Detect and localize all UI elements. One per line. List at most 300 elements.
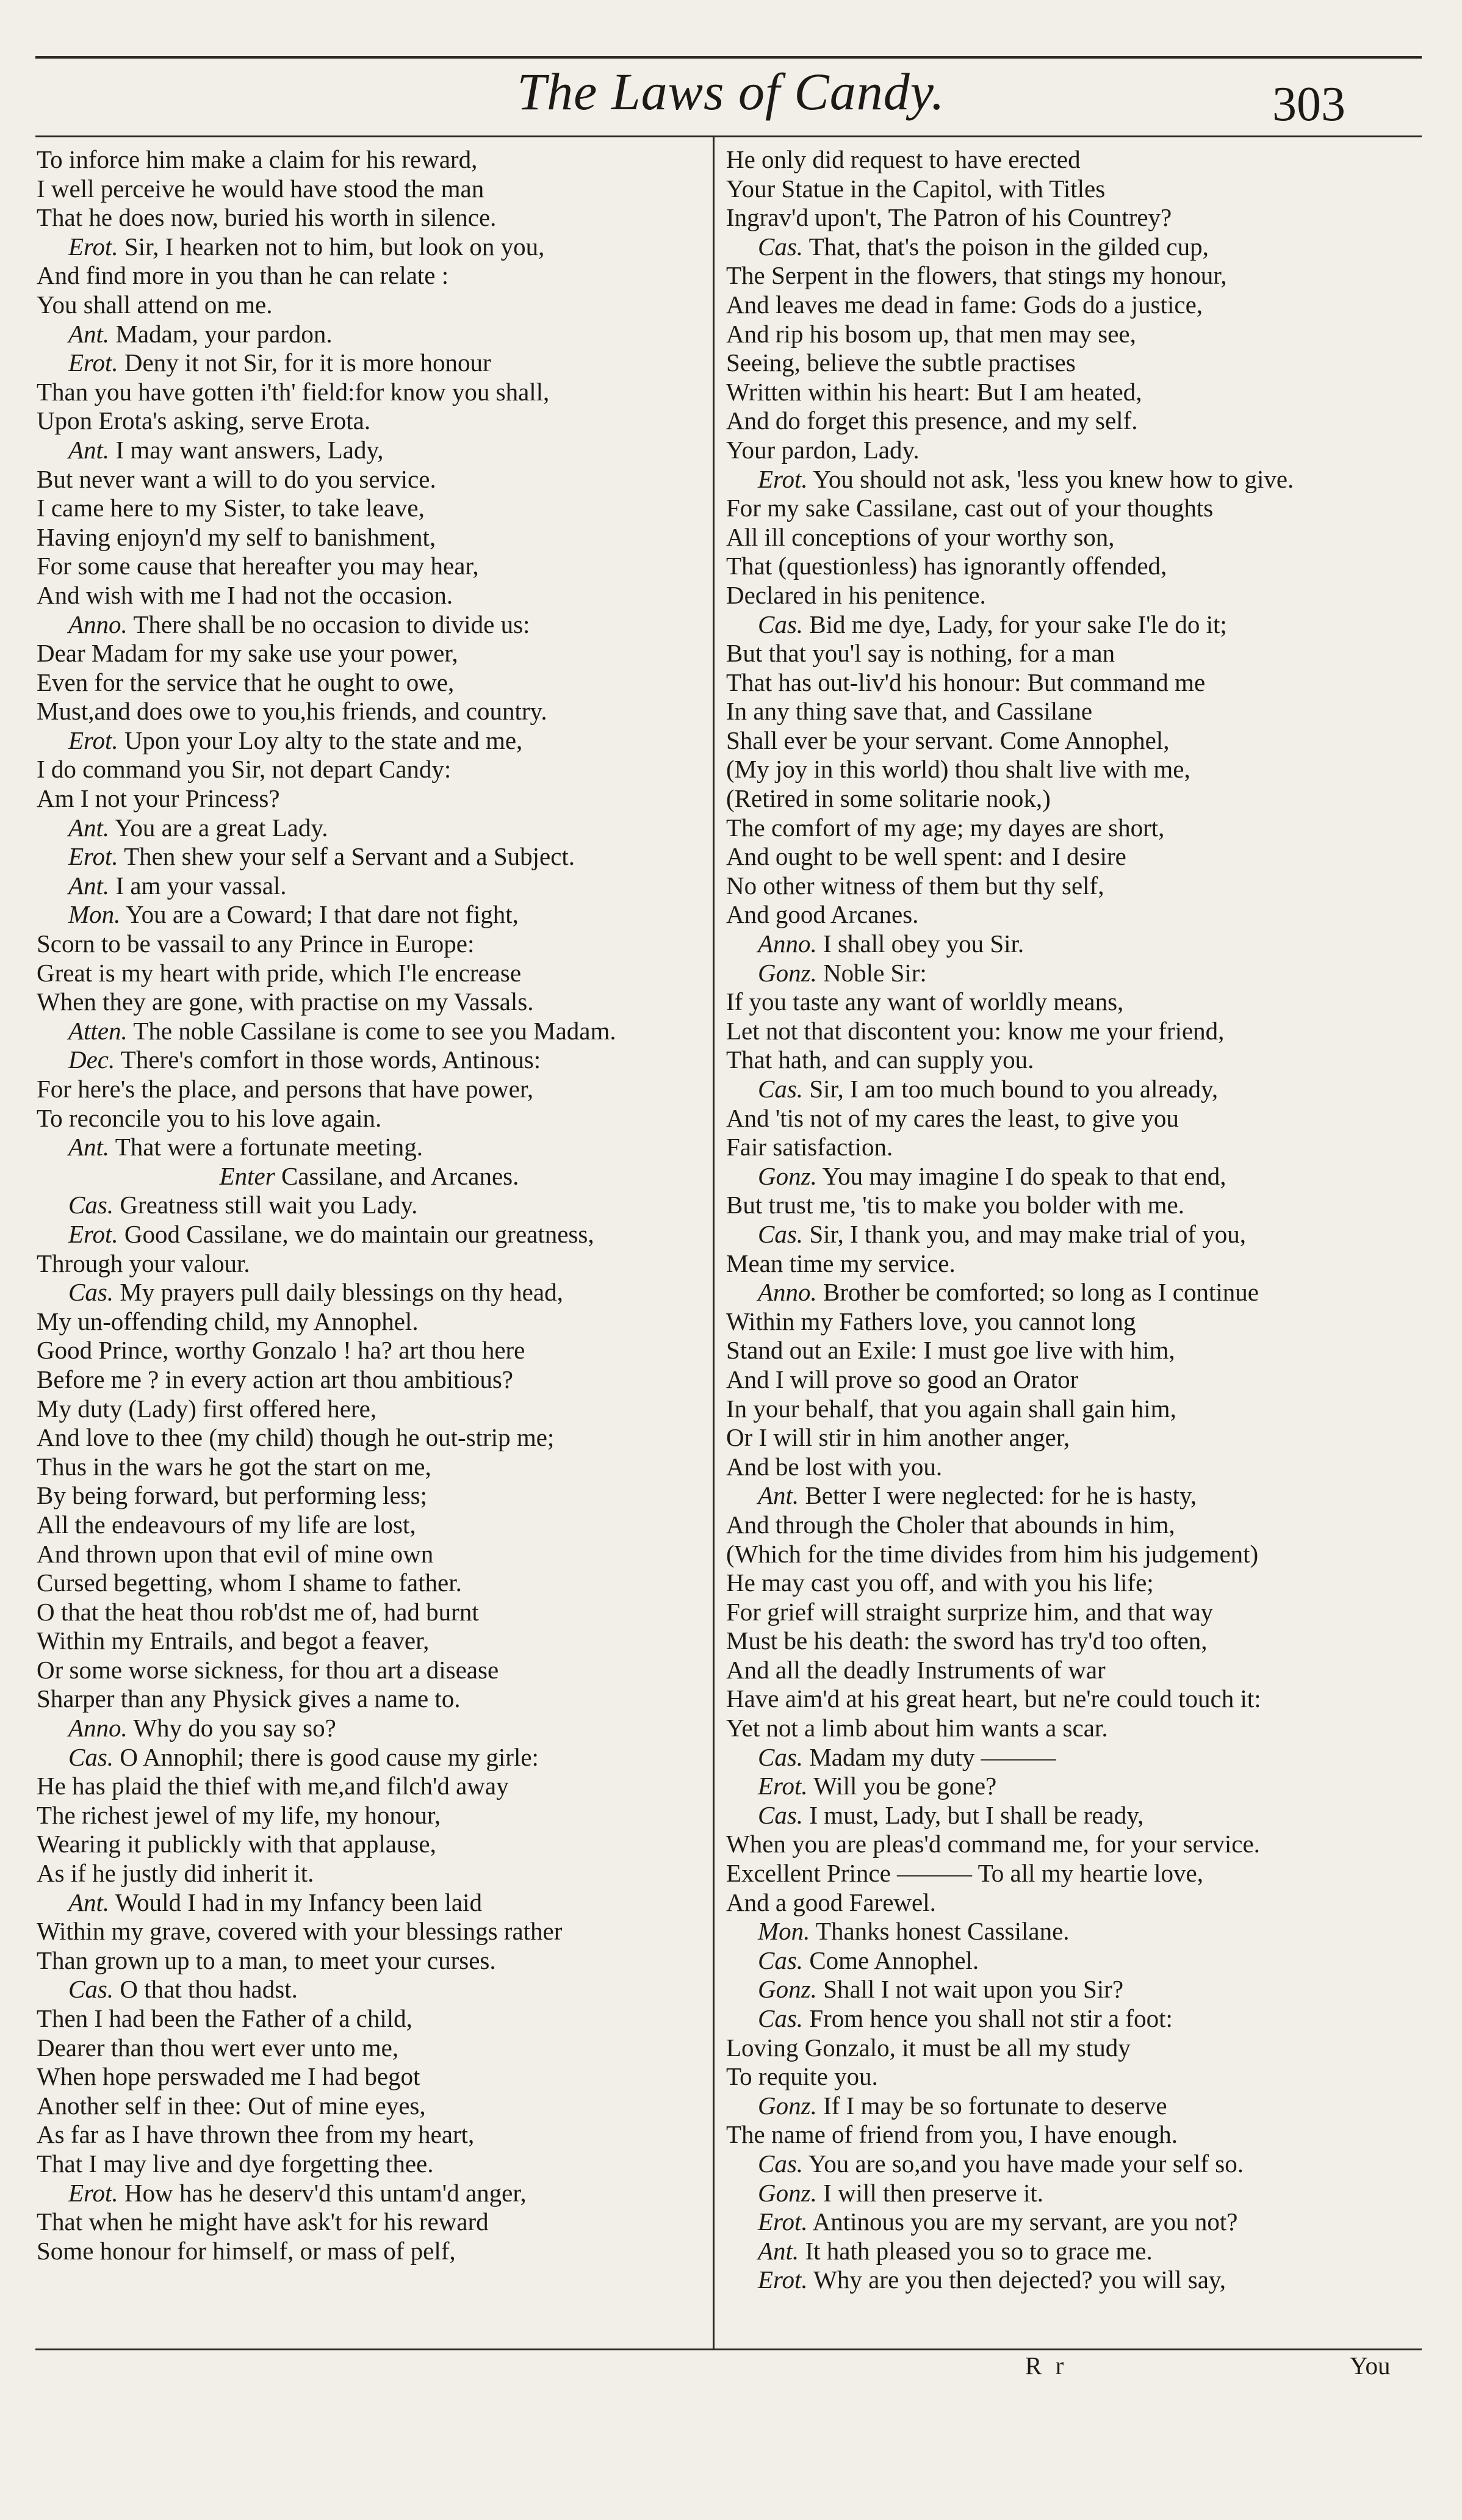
- line-text: Or some worse sickness, for thou art a disease: [37, 1655, 499, 1684]
- speaker-name: Cas.: [758, 1800, 804, 1829]
- speaker-name: Cas.: [758, 1946, 804, 1974]
- line-text: You shall attend on me.: [37, 290, 273, 319]
- line-text: I am your vassal.: [115, 871, 287, 900]
- line-text: Thanks honest Cassilane.: [815, 1917, 1070, 1946]
- speaker-name: Erot.: [68, 232, 118, 261]
- verse-line: [37, 1888, 702, 1918]
- line-text: Through your valour.: [37, 1249, 250, 1277]
- verse-line: [726, 320, 1406, 349]
- line-text: I do command you Sir, not depart Candy:: [37, 755, 452, 784]
- line-text: For some cause that hereafter you may hear,: [37, 552, 479, 580]
- verse-line: [726, 1656, 1406, 1685]
- line-text: I may want answers, Lady,: [115, 435, 384, 464]
- verse-line: [37, 2004, 702, 2034]
- line-text: And find more in you than he can relate :: [37, 261, 449, 290]
- verse-line: [37, 959, 702, 988]
- line-text: If I may be so fortunate to deserve: [823, 2091, 1167, 2120]
- speaker-name: Ant.: [758, 1481, 799, 1510]
- speaker-name: Erot.: [758, 2265, 808, 2294]
- verse-line: [726, 233, 1406, 262]
- line-text: Some honour for himself, or mass of pelf,: [37, 2236, 456, 2265]
- line-text: That he does now, buried his worth in silence.: [37, 203, 497, 232]
- verse-line: [726, 639, 1406, 668]
- speaker-name: Anno.: [758, 930, 817, 958]
- verse-line: [726, 2062, 1406, 2092]
- line-text: When hope perswaded me I had begot: [37, 2062, 420, 2091]
- verse-line: [726, 2092, 1406, 2121]
- line-text: Sharper than any Physick gives a name to.: [37, 1684, 461, 1713]
- verse-line: [726, 1946, 1406, 1976]
- verse-line: [37, 348, 702, 378]
- line-text: O Annophil; there is good cause my girle:: [120, 1742, 539, 1771]
- line-text: Within my Fathers love, you cannot long: [726, 1307, 1136, 1335]
- verse-line: [726, 1626, 1406, 1656]
- verse-line: [726, 291, 1406, 320]
- line-text: That hath, and can supply you.: [726, 1045, 1034, 1074]
- speaker-name: Gonz.: [758, 1161, 817, 1190]
- line-text: Yet not a limb about him wants a scar.: [726, 1714, 1108, 1742]
- line-text: And thrown upon that evil of mine own: [37, 1539, 434, 1568]
- line-text: That were a fortunate meeting.: [115, 1133, 423, 1161]
- stage-enter: Enter: [219, 1161, 275, 1190]
- verse-line: [726, 987, 1406, 1017]
- line-text: You are a great Lady.: [114, 813, 328, 842]
- line-text: The richest jewel of my life, my honour,: [37, 1800, 441, 1829]
- verse-line: [37, 1104, 702, 1133]
- verse-line: [37, 1075, 702, 1104]
- speaker-name: Erot.: [68, 348, 118, 377]
- line-text: Madam, your pardon.: [115, 319, 333, 348]
- verse-line: [726, 581, 1406, 610]
- verse-line: [726, 1307, 1406, 1337]
- line-text: To inforce him make a claim for his reward,: [37, 145, 478, 173]
- verse-line: [726, 1714, 1406, 1743]
- column-divider: [713, 137, 715, 2350]
- speaker-name: Erot.: [758, 1772, 808, 1800]
- line-text: Come Annophel.: [809, 1946, 979, 1974]
- line-text: That (questionless) has ignorantly offended,: [726, 552, 1167, 580]
- verse-line: [726, 697, 1406, 726]
- verse-line: [726, 1104, 1406, 1133]
- speaker-name: Cas.: [68, 1278, 114, 1307]
- verse-line: [726, 726, 1406, 756]
- line-text: Than grown up to a man, to meet your curses.: [37, 1946, 496, 1974]
- line-text: Excellent Prince ——— To all my heartie love,: [726, 1859, 1203, 1888]
- right-column: [726, 145, 1406, 2295]
- line-text: Loving Gonzalo, it must be all my study: [726, 2033, 1131, 2062]
- verse-line: [726, 1278, 1406, 1307]
- verse-line: [726, 465, 1406, 494]
- line-text: That has out-liv'd his honour: But command me: [726, 668, 1206, 696]
- line-text: If you taste any want of worldly means,: [726, 987, 1124, 1016]
- line-text: And I will prove so good an Orator: [726, 1365, 1079, 1393]
- line-text: Sir, I thank you, and may make trial of you,: [809, 1219, 1247, 1248]
- verse-line: [37, 1975, 702, 2004]
- line-text: Your pardon, Lady.: [726, 435, 920, 464]
- speaker-name: Erot.: [758, 464, 808, 493]
- verse-line: [726, 814, 1406, 843]
- verse-line: [37, 1569, 702, 1598]
- verse-line: [37, 1133, 702, 1162]
- line-text: Stand out an Exile: I must goe live with him,: [726, 1336, 1175, 1365]
- line-text: Even for the service that he ought to owe,: [37, 668, 455, 696]
- verse-line: [37, 261, 702, 291]
- line-text: Good Prince, worthy Gonzalo ! ha? art thou here: [37, 1336, 525, 1365]
- speaker-name: Ant.: [68, 1888, 110, 1916]
- line-text: For here's the place, and persons that have power,: [37, 1075, 534, 1103]
- speaker-name: Mon.: [758, 1917, 810, 1946]
- line-text: But never want a will to do you service.: [37, 464, 436, 493]
- verse-line: [726, 378, 1406, 407]
- line-text: From hence you shall not stir a foot:: [809, 2004, 1173, 2032]
- line-text: Then I had been the Father of a child,: [37, 2004, 412, 2032]
- line-text: In your behalf, that you again shall gain him,: [726, 1394, 1176, 1423]
- verse-line: [37, 1714, 702, 1743]
- verse-line: [726, 1075, 1406, 1104]
- verse-line: [37, 1801, 702, 1830]
- verse-line: [37, 1626, 702, 1656]
- verse-line: [726, 959, 1406, 988]
- line-text: I shall obey you Sir.: [823, 930, 1024, 958]
- line-text: No other witness of them but thy self,: [726, 871, 1104, 900]
- verse-line: [37, 668, 702, 698]
- verse-line: [726, 1336, 1406, 1365]
- verse-line: [726, 872, 1406, 901]
- line-text: You are a Coward; I that dare not fight,: [126, 900, 519, 929]
- verse-line: [37, 1511, 702, 1540]
- verse-line: [726, 2120, 1406, 2150]
- line-text: Bid me dye, Lady, for your sake I'le do it;: [809, 610, 1227, 638]
- verse-line: [726, 145, 1406, 175]
- line-text: Dear Madam for my sake use your power,: [37, 639, 458, 668]
- line-text: Fair satisfaction.: [726, 1133, 893, 1161]
- line-text: You may imagine I do speak to that end,: [822, 1161, 1226, 1190]
- footer-rule: [35, 2349, 1422, 2350]
- verse-line: [37, 872, 702, 901]
- line-text: The name of friend from you, I have enough.: [726, 2120, 1178, 2149]
- speaker-name: Erot.: [68, 726, 118, 754]
- line-text: O that thou hadst.: [120, 1975, 298, 2004]
- line-text: But that you'l say is nothing, for a man: [726, 639, 1115, 668]
- line-text: (Which for the time divides from him his judgement): [726, 1539, 1259, 1568]
- page-title: The Laws of Candy.: [517, 62, 945, 121]
- verse-line: [726, 494, 1406, 523]
- verse-line: [37, 930, 702, 959]
- verse-line: [726, 1888, 1406, 1918]
- line-text: And a good Farewel.: [726, 1888, 936, 1916]
- line-text: Upon your Loy alty to the state and me,: [124, 726, 523, 754]
- verse-line: [37, 552, 702, 581]
- line-text: Why are you then dejected? you will say,: [813, 2265, 1226, 2294]
- line-text: Antinous you are my servant, are you not?: [812, 2208, 1238, 2236]
- line-text: I will then preserve it.: [823, 2178, 1043, 2207]
- verse-line: [37, 436, 702, 465]
- verse-line: [37, 1684, 702, 1714]
- line-text: All ill conceptions of your worthy son,: [726, 522, 1115, 551]
- header-top-rule: [35, 56, 1422, 59]
- verse-line: [37, 1481, 702, 1511]
- verse-line: [37, 2062, 702, 2092]
- verse-line: [37, 2150, 702, 2179]
- line-text: My duty (Lady) first offered here,: [37, 1394, 377, 1423]
- speaker-name: Cas.: [758, 232, 804, 261]
- line-text: O that the heat thou rob'dst me of, had burnt: [37, 1597, 479, 1626]
- verse-line: [726, 1395, 1406, 1424]
- line-text: And wish with me I had not the occasion.: [37, 580, 453, 609]
- line-text: And rip his bosom up, that men may see,: [726, 319, 1136, 348]
- line-text: My prayers pull daily blessings on thy head,: [120, 1278, 563, 1307]
- speaker-name: Cas.: [758, 610, 804, 638]
- line-text: And through the Choler that abounds in him,: [726, 1510, 1175, 1539]
- line-text: Let not that discontent you: know me your friend,: [726, 1016, 1225, 1045]
- line-text: And be lost with you.: [726, 1452, 943, 1481]
- line-text: For grief will straight surprize him, and that way: [726, 1597, 1214, 1626]
- speaker-name: Anno.: [68, 1714, 128, 1742]
- line-text: Ingrav'd upon't, The Patron of his Countrey?: [726, 203, 1172, 232]
- line-text: Within my Entrails, and begot a feaver,: [37, 1626, 430, 1655]
- speaker-name: Cas.: [758, 1219, 804, 1248]
- verse-line: [726, 1191, 1406, 1220]
- line-text: Good Cassilane, we do maintain our greatness,: [124, 1219, 594, 1248]
- line-text: He has plaid the thief with me,and filch'd away: [37, 1772, 509, 1800]
- line-text: Brother be comforted; so long as I continue: [823, 1278, 1259, 1307]
- verse-line: [726, 406, 1406, 436]
- speaker-name: Atten.: [68, 1016, 128, 1045]
- verse-line: [37, 1249, 702, 1279]
- line-text: And leaves me dead in fame: Gods do a justice,: [726, 290, 1203, 319]
- line-text: Have aim'd at his great heart, but ne're could touch it:: [726, 1684, 1261, 1713]
- verse-line: [37, 784, 702, 814]
- verse-line: [37, 814, 702, 843]
- verse-line: [726, 261, 1406, 291]
- verse-line: [37, 378, 702, 407]
- line-text: But trust me, 'tis to make you bolder with me.: [726, 1191, 1184, 1219]
- speaker-name: Cas.: [758, 2004, 804, 2032]
- verse-line: [37, 2034, 702, 2063]
- line-text: (Retired in some solitarie nook,): [726, 784, 1051, 813]
- line-text: Within my grave, covered with your blessings rather: [37, 1917, 563, 1946]
- line-text: Seeing, believe the subtle practises: [726, 348, 1076, 377]
- speaker-name: Gonz.: [758, 2091, 817, 2120]
- speaker-name: Cas.: [68, 1742, 114, 1771]
- speaker-name: Erot.: [68, 2178, 118, 2207]
- speaker-name: Cas.: [68, 1975, 114, 2004]
- verse-line: [37, 1859, 702, 1888]
- verse-line: [726, 1365, 1406, 1395]
- verse-line: [37, 494, 702, 523]
- speaker-name: Ant.: [68, 435, 110, 464]
- line-text: Must,and does owe to you,his friends, and country.: [37, 697, 547, 726]
- verse-line: [726, 1017, 1406, 1046]
- line-text: Scorn to be vassail to any Prince in Europe:: [37, 930, 475, 958]
- line-text: Noble Sir:: [823, 958, 927, 987]
- line-text: For my sake Cassilane, cast out of your thoughts: [726, 494, 1214, 522]
- line-text: As far as I have thrown thee from my heart,: [37, 2120, 475, 2149]
- line-text: Deny it not Sir, for it is more honour: [124, 348, 491, 377]
- verse-line: [37, 523, 702, 552]
- verse-line: [37, 145, 702, 175]
- verse-line: [37, 1598, 702, 1627]
- line-text: Dearer than thou wert ever unto me,: [37, 2033, 399, 2062]
- speaker-name: Ant.: [758, 2236, 799, 2265]
- verse-line: [726, 1423, 1406, 1453]
- line-text: You should not ask, 'less you knew how to give.: [813, 464, 1294, 493]
- speaker-name: Erot.: [68, 1219, 118, 1248]
- line-text: Mean time my service.: [726, 1249, 956, 1277]
- verse-line: [726, 2034, 1406, 2063]
- verse-line: [37, 726, 702, 756]
- page-number: 303: [1272, 78, 1345, 131]
- verse-line: [726, 1511, 1406, 1540]
- line-text: Madam my duty ———: [809, 1742, 1056, 1771]
- verse-line: [37, 1917, 702, 1946]
- speaker-name: Anno.: [758, 1278, 817, 1307]
- verse-line: [37, 1017, 702, 1046]
- line-text: Why do you say so?: [133, 1714, 336, 1742]
- line-text: Shall ever be your servant. Come Annophel,: [726, 726, 1170, 754]
- verse-line: [37, 465, 702, 494]
- verse-line: [37, 2092, 702, 2121]
- line-text: Wearing it publickly with that applause,: [37, 1830, 436, 1858]
- verse-line: [37, 1220, 702, 1249]
- speaker-name: Gonz.: [758, 2178, 817, 2207]
- verse-line: [37, 1743, 702, 1772]
- line-text: All the endeavours of my life are lost,: [37, 1510, 416, 1539]
- line-text: I came here to my Sister, to take leave,: [37, 494, 425, 522]
- line-text: As if he justly did inherit it.: [37, 1859, 314, 1888]
- line-text: How has he deserv'd this untam'd anger,: [124, 2178, 527, 2207]
- line-text: And ought to be well spent: and I desire: [726, 842, 1126, 871]
- line-text: Am I not your Princess?: [37, 784, 280, 813]
- line-text: He may cast you off, and with you his life;: [726, 1569, 1154, 1597]
- verse-line: [726, 2150, 1406, 2179]
- verse-line: [37, 755, 702, 784]
- line-text: That I may live and dye forgetting thee.: [37, 2149, 434, 2178]
- verse-line: [726, 784, 1406, 814]
- line-text: You are so,and you have made your self so.: [808, 2149, 1244, 2178]
- speaker-name: Ant.: [68, 871, 110, 900]
- verse-line: [726, 436, 1406, 465]
- verse-line: [726, 1481, 1406, 1511]
- verse-line: [726, 1133, 1406, 1162]
- verse-line: [726, 1569, 1406, 1598]
- verse-line: [37, 1453, 702, 1482]
- verse-line: [726, 552, 1406, 581]
- header-bottom-rule: [35, 135, 1422, 137]
- verse-line: [37, 1656, 702, 1685]
- verse-line: [37, 233, 702, 262]
- speaker-name: Ant.: [68, 319, 110, 348]
- line-text: My un-offending child, my Annophel.: [37, 1307, 419, 1335]
- speaker-name: Cas.: [758, 1075, 804, 1103]
- line-text: Thus in the wars he got the start on me,: [37, 1452, 431, 1481]
- verse-line: [37, 1830, 702, 1859]
- verse-line: [726, 1598, 1406, 1627]
- speaker-name: Mon.: [68, 900, 121, 929]
- line-text: Before me ? in every action art thou ambitious?: [37, 1365, 514, 1393]
- verse-line: [726, 2265, 1406, 2295]
- line-text: There's comfort in those words, Antinous:: [120, 1045, 541, 1074]
- line-text: Great is my heart with pride, which I'le encrease: [37, 958, 522, 987]
- speaker-name: Ant.: [68, 813, 110, 842]
- verse-line: [726, 755, 1406, 784]
- verse-line: [37, 1278, 702, 1307]
- speaker-name: Anno.: [68, 610, 128, 638]
- line-text: Declared in his penitence.: [726, 580, 986, 609]
- line-text: Sir, I hearken not to him, but look on you,: [124, 232, 545, 261]
- line-text: The Serpent in the flowers, that stings my honour,: [726, 261, 1227, 290]
- verse-line: [726, 842, 1406, 872]
- verse-line: [37, 610, 702, 640]
- verse-line: [726, 1859, 1406, 1888]
- verse-line: [37, 1395, 702, 1424]
- line-text: And 'tis not of my cares the least, to give you: [726, 1103, 1179, 1132]
- line-text: To reconcile you to his love again.: [37, 1103, 382, 1132]
- verse-line: [726, 1453, 1406, 1482]
- verse-line: [726, 1830, 1406, 1859]
- line-text: Will you be gone?: [813, 1772, 997, 1800]
- verse-line: [726, 1220, 1406, 1249]
- line-text: There shall be no occasion to divide us:: [133, 610, 530, 638]
- verse-line: [726, 1743, 1406, 1772]
- verse-line: [726, 175, 1406, 204]
- line-text: Another self in thee: Out of mine eyes,: [37, 2091, 426, 2120]
- verse-line: [37, 1772, 702, 1801]
- verse-line: [37, 1336, 702, 1365]
- line-text: Greatness still wait you Lady.: [120, 1191, 418, 1219]
- verse-line: [37, 842, 702, 872]
- stage-direction: [37, 1162, 702, 1191]
- line-text: Better I were neglected: for he is hasty,: [805, 1481, 1197, 1510]
- left-column: [37, 145, 702, 2265]
- speaker-name: Gonz.: [758, 1975, 817, 2004]
- verse-line: [726, 900, 1406, 930]
- line-text: And all the deadly Instruments of war: [726, 1655, 1106, 1684]
- verse-line: [726, 610, 1406, 640]
- line-text: The comfort of my age; my dayes are short,: [726, 813, 1165, 842]
- speaker-name: Gonz.: [758, 958, 817, 987]
- verse-line: [37, 1191, 702, 1220]
- line-text: By being forward, but performing less;: [37, 1481, 427, 1510]
- verse-line: [726, 523, 1406, 552]
- verse-line: [37, 581, 702, 610]
- line-text: That when he might have ask't for his reward: [37, 2208, 489, 2236]
- verse-line: [37, 2208, 702, 2237]
- verse-line: [37, 1423, 702, 1453]
- verse-line: [726, 668, 1406, 698]
- verse-line: [726, 1917, 1406, 1946]
- verse-line: [726, 2237, 1406, 2266]
- line-text: To requite you.: [726, 2062, 878, 2091]
- speaker-name: Cas.: [758, 1742, 804, 1771]
- line-text: When they are gone, with practise on my Vassals.: [37, 987, 534, 1016]
- verse-line: [37, 639, 702, 668]
- verse-line: [726, 1772, 1406, 1801]
- line-text: I must, Lady, but I shall be ready,: [809, 1800, 1144, 1829]
- verse-line: [726, 1540, 1406, 1569]
- verse-line: [37, 1365, 702, 1395]
- signature-mark: R r: [1025, 2352, 1068, 2380]
- speaker-name: Cas.: [758, 2149, 804, 2178]
- verse-line: [37, 987, 702, 1017]
- verse-line: [726, 2004, 1406, 2034]
- line-text: Shall I not wait upon you Sir?: [823, 1975, 1124, 2004]
- line-text: Then shew your self a Servant and a Subject.: [124, 842, 575, 871]
- line-text: He only did request to have erected: [726, 145, 1081, 173]
- verse-line: [726, 1975, 1406, 2004]
- line-text: The noble Cassilane is come to see you Madam.: [133, 1016, 616, 1045]
- line-text: When you are pleas'd command me, for your service.: [726, 1830, 1260, 1858]
